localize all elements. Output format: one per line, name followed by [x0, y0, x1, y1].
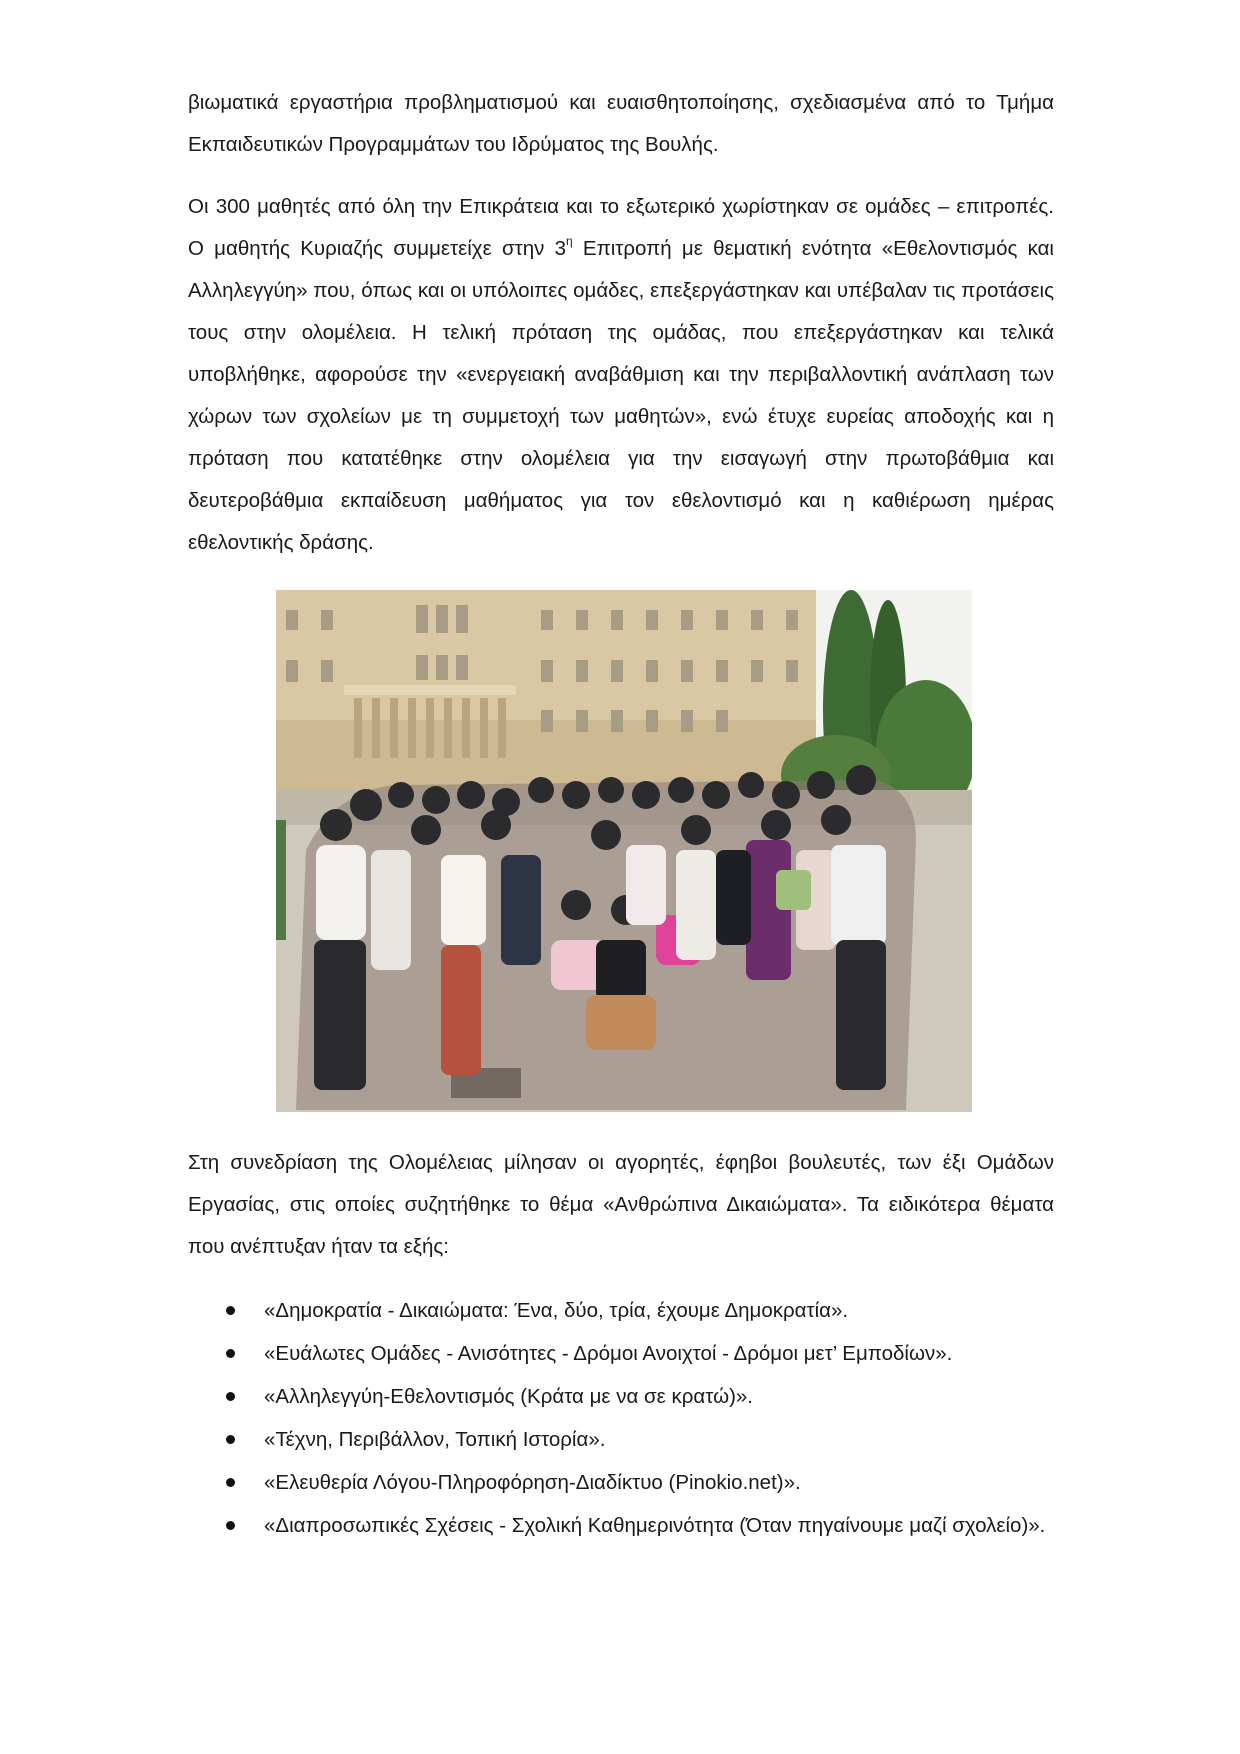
document-page [188, 82, 1054, 1548]
list-item-text: «Αλληλεγγύη-Εθελοντισμός (Κράτα με να σε κρατώ)». [264, 1385, 753, 1408]
paragraph-committee [188, 186, 1054, 564]
bullet-icon [226, 1478, 235, 1487]
ordinal-superscript: η [565, 234, 573, 249]
paragraph-committee-text-b: Επιτροπή με θεματική ενότητα «Εθελοντισμός και Αλληλεγγύη» που, όπως και οι υπόλοιπες ομάδες, επεξεργάστηκαν και υπέβαλαν τις προτάσεις τους στην ολομέλεια. Η τελική πρόταση της ομάδας, που επεξεργάστηκαν και τελικά υποβλήθηκε, αφορούσε την «ενεργειακή αναβάθμιση και την περιβαλλοντική ανάπλαση των χώρων των σχολείων με τη συμμετοχή των μαθητών», ενώ έτυχε ευρείας αποδοχής και η πρόταση που κατατέθηκε στην ολομέλεια για την εισαγωγή στην πρωτοβάθμια και δευτεροβάθμια εκπαίδευση μαθήματος για τον εθελοντισμό και η καθιέρωση ημέρας εθελοντικής δράσης. [188, 237, 1054, 554]
list-item [188, 1462, 1054, 1504]
list-item [188, 1290, 1054, 1332]
bullet-icon [226, 1349, 235, 1358]
list-item-text: «Ελευθερία Λόγου-Πληροφόρηση-Διαδίκτυο (Pinokio.net)». [264, 1471, 801, 1494]
bullet-icon [226, 1435, 235, 1444]
list-item [188, 1505, 1054, 1547]
bullet-icon [226, 1521, 235, 1530]
list-item-text: «Ευάλωτες Ομάδες - Ανισότητες - Δρόμοι Ανοιχτοί - Δρόμοι μετ’ Εμποδίων». [264, 1342, 953, 1365]
list-item-text: «Δημοκρατία - Δικαιώματα: Ένα, δύο, τρία, έχουμε Δημοκρατία». [264, 1299, 849, 1322]
bullet-icon [226, 1306, 235, 1315]
paragraph-intro: βιωματικά εργαστήρια προβληματισμού και ευαισθητοποίησης, σχεδιασμένα από το Τμήμα Εκπαιδευτικών Προγραμμάτων του Ιδρύματος της Βουλής. [188, 91, 1054, 156]
group-photo [276, 590, 972, 1112]
list-item [188, 1333, 1054, 1375]
paragraph-plenary: Στη συνεδρίαση της Ολομέλειας μίλησαν οι αγορητές, έφηβοι βουλευτές, των έξι Ομάδων Εργασίας, στις οποίες συζητήθηκε το θέμα «Ανθρώπινα Δικαιώματα». Τα ειδικότερα θέματα που ανέπτυξαν ήταν τα εξής: [188, 1151, 1054, 1258]
group-photo-illustration [276, 590, 972, 1112]
list-item [188, 1419, 1054, 1461]
paragraph-committee-text-a: Οι 300 μαθητές από όλη την Επικράτεια και το εξωτερικό χωρίστηκαν σε ομάδες – επιτροπές. Ο μαθητής Κυριαζής συμμετείχε στην 3 [188, 195, 1054, 260]
list-item-text: «Διαπροσωπικές Σχέσεις - Σχολική Καθημερινότητα (Όταν πηγαίνουμε μαζί σχολείο)». [264, 1514, 1046, 1537]
topics-list [188, 1290, 1054, 1547]
list-item [188, 1376, 1054, 1418]
list-item-text: «Τέχνη, Περιβάλλον, Τοπική Ιστορία». [264, 1428, 606, 1451]
bullet-icon [226, 1392, 235, 1401]
